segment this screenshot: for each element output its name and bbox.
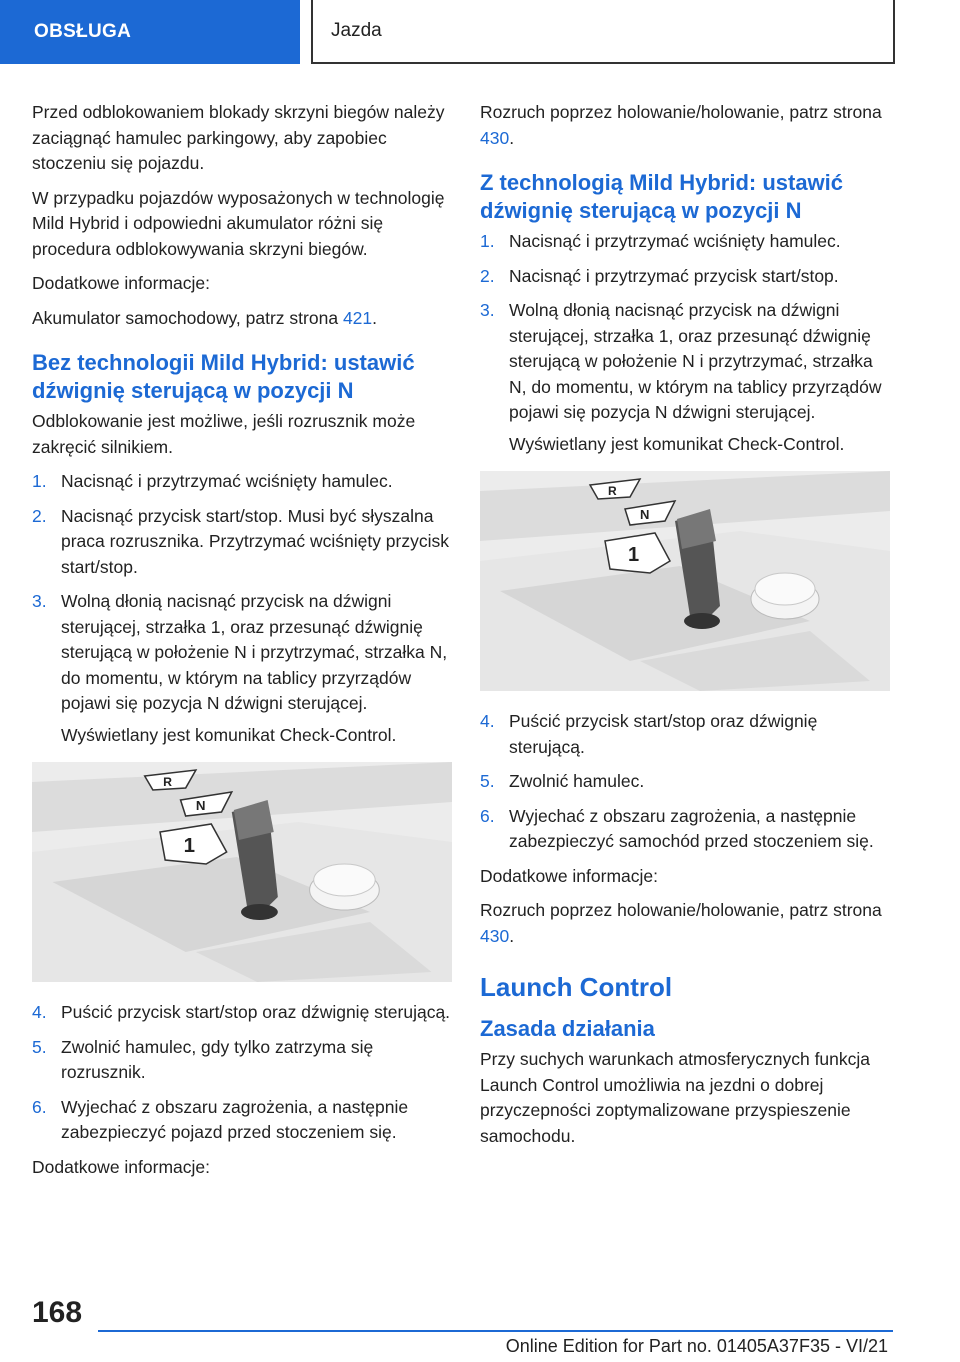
step-text: Wyjechać z obszaru zagrożenia, a następnie zabezpieczyć samochód przed stoczeniem się. <box>509 805 874 851</box>
launch-control-heading: Launch Control <box>480 972 673 1002</box>
step-text: Wolną dłonią nacisnąć przycisk na dźwigni sterującej, strzałka 1, oraz przesunąć dźwignię sterującą w położenie N i przytrzymać, strzałka N, do momentu, w którym na tablicy przyrządów pojawi się pozycja N dźwigni sterującej. <box>509 300 882 422</box>
gear-selector-illustration <box>32 762 452 982</box>
step-number: 5. <box>480 771 495 791</box>
step-text: Puścić przycisk start/stop oraz dźwignię sterującą. <box>509 711 818 757</box>
step-text: Puścić przycisk start/stop oraz dźwignię sterującą. <box>61 1002 451 1022</box>
gear-selector-illustration <box>480 471 890 691</box>
page-link-430[interactable]: 430 <box>480 925 510 946</box>
step-text: Nacisnąć i przytrzymać wciśnięty hamulec. <box>61 471 393 491</box>
heading-intro: Odblokowanie jest możliwe, jeśli rozrusznik może zakręcić silnikiem. <box>32 411 416 457</box>
arrow-label-1: 1 <box>628 544 640 566</box>
section-title: Jazda <box>311 0 895 64</box>
step-note: Wyświetlany jest komunikat Check-Control. <box>509 433 845 454</box>
step-text: Zwolnić hamulec. <box>509 771 645 791</box>
list-item <box>480 709 892 760</box>
step-number: 1. <box>32 471 47 491</box>
steps-list-a <box>480 229 892 457</box>
step-note: Wyświetlany jest komunikat Check-Control. <box>61 724 397 745</box>
arrow-label-n: N <box>195 798 206 813</box>
steps-list-b <box>32 1000 452 1146</box>
list-item <box>480 264 892 290</box>
reference-end: . <box>509 127 515 148</box>
step-number: 4. <box>32 1002 47 1022</box>
arrow-label-n: N <box>640 507 650 522</box>
arrow-label-r: R <box>163 775 172 789</box>
page-number: 168 <box>32 1296 83 1329</box>
reference-text: Rozruch poprzez holowanie/holowanie, patrz strona <box>480 900 882 920</box>
right-column <box>480 100 892 1158</box>
step-number: 2. <box>32 505 47 526</box>
step-text: Wolną dłonią nacisnąć przycisk na dźwigni sterującej, strzałka 1, oraz przesunąć dźwignię sterującą w położenie N i przytrzymać, strzałka N, do momentu, w którym na tablicy przyrządów pojawi się pozycja N dźwigni sterującej. <box>61 591 448 713</box>
principle-paragraph: Przy suchych warunkach atmosferycznych funkcja Launch Control umożliwia na jezdni o dobrej przyczepności zoptymalizowane przyspieszenie samochodu. <box>480 1049 871 1146</box>
step-number: 6. <box>480 805 495 826</box>
step-text: Nacisnąć przycisk start/stop. Musi być słyszalna praca rozrusznika. Przytrzymać wciśnięty przycisk start/stop. <box>61 505 449 577</box>
heading-with-mild-hybrid: Z technologią Mild Hybrid: ustawić dźwignię sterującą w pozycji N <box>480 170 844 223</box>
step-number: 4. <box>480 711 495 731</box>
footer-divider <box>98 1330 893 1332</box>
battery-reference <box>32 306 452 332</box>
step-text: Zwolnić hamulec, gdy tylko zatrzyma się rozrusznik. <box>61 1036 374 1082</box>
more-info-label: Dodatkowe informacje: <box>32 273 210 293</box>
more-info-label: Dodatkowe informacje: <box>480 865 658 886</box>
list-item <box>32 469 452 495</box>
step-text: Nacisnąć i przytrzymać przycisk start/stop. <box>509 265 839 286</box>
step-number: 1. <box>480 231 495 251</box>
reference-text: Rozruch poprzez holowanie/holowanie, patrz strona <box>480 102 882 122</box>
step-text: Nacisnąć i przytrzymać wciśnięty hamulec. <box>509 231 841 251</box>
tow-start-reference-2 <box>480 898 892 949</box>
chapter-tab[interactable]: OBSŁUGA <box>0 0 300 64</box>
left-column <box>32 100 452 1189</box>
list-item <box>480 298 892 457</box>
step-number: 5. <box>32 1036 47 1057</box>
reference-end: . <box>509 925 515 946</box>
intro-paragraph-1: Przed odblokowaniem blokady skrzyni biegów należy zaciągnąć hamulec parkingowy, aby zapobiec stoczeniu się pojazdu. <box>32 102 445 173</box>
page-link-430[interactable]: 430 <box>480 127 510 148</box>
footer-edition: Online Edition for Part no. 01405A37F35 - VI/21 <box>505 1336 888 1356</box>
step-number: 3. <box>32 591 47 611</box>
list-item <box>32 1095 452 1146</box>
heading-without-mild-hybrid: Bez technologii Mild Hybrid: ustawić dźwignię sterującą w pozycji N <box>32 350 415 403</box>
list-item <box>480 769 892 795</box>
steps-list-b <box>480 709 892 855</box>
list-item <box>32 1000 452 1026</box>
step-number: 2. <box>480 265 495 286</box>
list-item <box>32 1035 452 1086</box>
step-number: 3. <box>480 300 495 320</box>
arrow-label-r: R <box>608 484 617 498</box>
step-text: Wyjechać z obszaru zagrożenia, a następnie zabezpieczyć pojazd przed stoczeniem się. <box>61 1096 409 1142</box>
list-item <box>480 804 892 855</box>
list-item <box>32 504 452 581</box>
page-link-421[interactable]: 421 <box>342 307 373 328</box>
principle-heading: Zasada działania <box>480 1016 655 1041</box>
steps-list-a <box>32 469 452 748</box>
list-item <box>480 229 892 255</box>
reference-text: Akumulator samochodowy, patrz strona <box>32 307 343 328</box>
reference-end: . <box>372 307 378 328</box>
tow-start-reference <box>480 100 892 151</box>
step-number: 6. <box>32 1096 47 1117</box>
more-info-label-end: Dodatkowe informacje: <box>32 1156 210 1177</box>
list-item <box>32 589 452 748</box>
arrow-label-1: 1 <box>183 835 196 857</box>
intro-paragraph-2: W przypadku pojazdów wyposażonych w technologię Mild Hybrid i odpowiedni akumulator różni się procedura odblokowywania skrzyni biegów. <box>32 187 445 259</box>
